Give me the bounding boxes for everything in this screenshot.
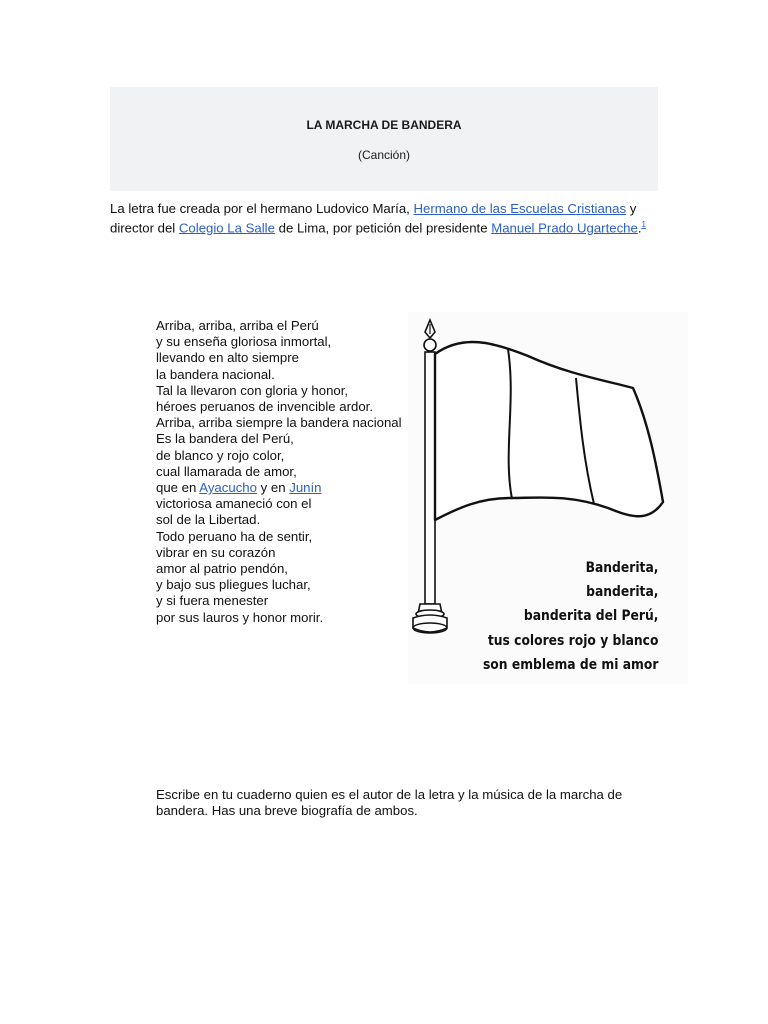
poem-line: y su enseña gloriosa inmortal, [156, 334, 332, 350]
chorus-line: son emblema de mi amor [482, 656, 658, 673]
chorus-line: banderita, [585, 584, 658, 601]
chorus-text [483, 556, 658, 677]
poem-line: vibrar en su corazón [156, 544, 276, 560]
poem-line: Es la bandera del Perú, [156, 431, 294, 447]
flag-illustration [408, 312, 688, 684]
intro-text: . [637, 220, 642, 236]
link-ayacucho[interactable]: Ayacucho [199, 480, 257, 496]
task-instruction: Escribe en tu cuaderno quien es el autor de la letra y la música de la marcha de bandera. Has una breve biografía de ambos. [156, 787, 623, 818]
link-manuel-prado-ugarteche[interactable]: Manuel Prado Ugarteche [491, 220, 638, 236]
intro-text: de Lima, por petición del presidente [274, 220, 492, 236]
poem-text: que en [156, 480, 200, 496]
poem-line: Arriba, arriba, arriba el Perú [156, 318, 319, 333]
chorus-line: banderita del Perú, [523, 608, 658, 625]
pole-knob [424, 339, 436, 351]
intro-text: La letra fue creada por el hermano Ludovico María, [110, 201, 414, 216]
poem-line: y bajo sus pliegues luchar, [156, 577, 311, 593]
poem-line: victoriosa amaneció con el [156, 496, 312, 512]
poem-line: Tal la llevaron con gloria y honor, [156, 382, 349, 398]
chorus-line: Banderita, [585, 560, 658, 576]
chorus-line: tus colores rojo y blanco [487, 632, 658, 649]
poem-line: la bandera nacional. [156, 366, 275, 382]
poem-line: Arriba, arriba siempre la bandera nacional [156, 415, 402, 431]
poem-line: amor al patrio pendón, [156, 561, 288, 577]
poem-lyrics [156, 318, 416, 626]
link-colegio-la-salle[interactable]: Colegio La Salle [178, 220, 275, 236]
link-hermano-escuelas-cristianas[interactable]: Hermano de las Escuelas Cristianas [413, 201, 627, 216]
flag-pole [425, 352, 435, 604]
footnote-link[interactable]: 1 [641, 220, 646, 229]
page-subtitle: (Canción) [357, 148, 411, 162]
poem-line: por sus lauros y honor morir. [156, 609, 324, 625]
poem-line: cual llamarada de amor, [156, 463, 297, 479]
link-junin[interactable]: Junín [289, 480, 322, 496]
intro-paragraph [110, 201, 660, 236]
page-title: LA MARCHA DE BANDERA [306, 118, 462, 132]
flag-cloth [435, 342, 663, 520]
poem-line: héroes peruanos de invencible ardor. [156, 399, 374, 415]
poem-text: y en [256, 480, 290, 496]
intro-text: y director del [110, 201, 637, 236]
poem-line-battles [156, 480, 416, 496]
title-box [110, 87, 658, 191]
poem-line: de blanco y rojo color, [156, 447, 285, 463]
poem-line: sol de la Libertad. [156, 512, 261, 528]
poem-line: y si fuera menester [156, 593, 269, 609]
poem-line: Todo peruano ha de sentir, [156, 528, 313, 544]
poem-line: llevando en alto siempre [156, 350, 299, 366]
